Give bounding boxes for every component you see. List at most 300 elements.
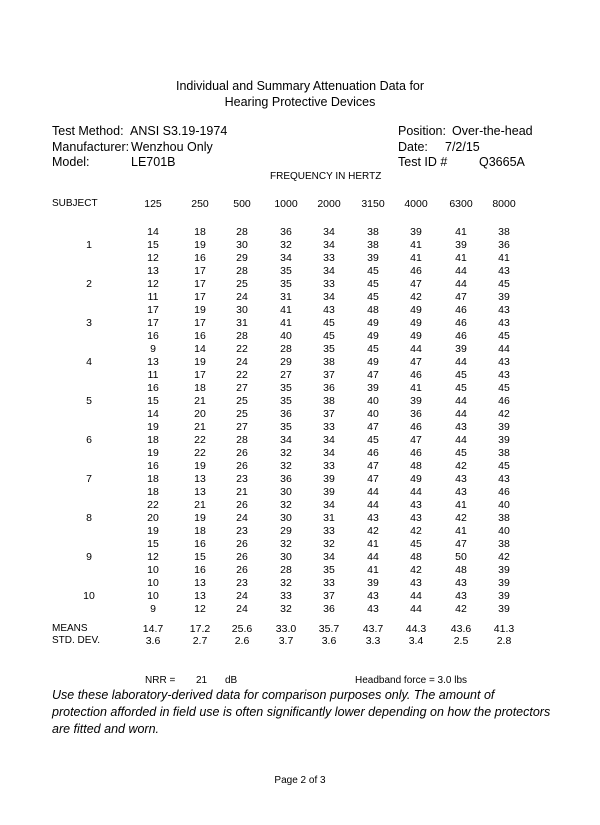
attenuation-value: 22 [194, 434, 206, 446]
attenuation-value: 47 [455, 538, 467, 550]
nrr-value: 21 [196, 675, 208, 686]
position-value: Over-the-head [452, 124, 533, 138]
attenuation-value: 39 [498, 603, 510, 615]
attenuation-value: 47 [410, 278, 422, 290]
attenuation-value: 32 [280, 577, 292, 589]
attenuation-value: 36 [498, 239, 510, 251]
attenuation-value: 49 [410, 304, 422, 316]
attenuation-value: 43 [498, 473, 510, 485]
subject-number: 7 [86, 473, 92, 485]
mean-value: 25.6 [231, 623, 253, 635]
std-dev-value: 3.6 [145, 635, 161, 647]
disclaimer-text: Use these laboratory-derived data for comparison purposes only. The amount of protection afforded in field use is often significantly lower depending on how the protectors are fitted and worn. [52, 688, 551, 736]
attenuation-value: 38 [498, 226, 510, 238]
attenuation-value: 33 [323, 421, 335, 433]
attenuation-value: 47 [367, 473, 379, 485]
attenuation-value: 19 [147, 447, 159, 459]
attenuation-value: 21 [236, 486, 248, 498]
attenuation-value: 49 [367, 356, 379, 368]
attenuation-value: 26 [236, 499, 248, 511]
attenuation-value: 19 [194, 356, 206, 368]
mean-value: 43.7 [362, 623, 384, 635]
attenuation-value: 43 [410, 577, 422, 589]
attenuation-value: 21 [194, 421, 206, 433]
test-id-label: Test ID # [398, 155, 448, 169]
attenuation-value: 32 [280, 460, 292, 472]
attenuation-value: 43 [367, 603, 379, 615]
attenuation-value: 16 [194, 538, 206, 550]
attenuation-value: 39 [323, 473, 335, 485]
attenuation-value: 45 [367, 343, 379, 355]
attenuation-value: 32 [323, 538, 335, 550]
attenuation-value: 21 [194, 395, 206, 407]
attenuation-value: 41 [367, 538, 379, 550]
attenuation-value: 15 [147, 395, 159, 407]
attenuation-value: 43 [323, 304, 335, 316]
attenuation-value: 18 [194, 525, 206, 537]
attenuation-value: 45 [367, 291, 379, 303]
std-dev-value: 2.8 [496, 635, 512, 647]
attenuation-value: 49 [410, 473, 422, 485]
attenuation-value: 45 [498, 382, 510, 394]
attenuation-value: 17 [147, 317, 159, 329]
attenuation-value: 12 [147, 278, 159, 290]
attenuation-value: 17 [194, 291, 206, 303]
attenuation-value: 14 [147, 226, 159, 238]
mean-value: 43.6 [450, 623, 472, 635]
attenuation-value: 22 [236, 343, 248, 355]
attenuation-value: 18 [147, 486, 159, 498]
attenuation-value: 28 [236, 265, 248, 277]
attenuation-value: 16 [194, 564, 206, 576]
attenuation-value: 14 [147, 408, 159, 420]
attenuation-value: 23 [236, 473, 248, 485]
attenuation-value: 39 [367, 382, 379, 394]
attenuation-value: 41 [498, 252, 510, 264]
attenuation-value: 10 [147, 577, 159, 589]
attenuation-value: 30 [236, 304, 248, 316]
attenuation-value: 48 [455, 564, 467, 576]
attenuation-value: 37 [323, 369, 335, 381]
attenuation-value: 46 [410, 265, 422, 277]
date-value: 7/2/15 [445, 140, 480, 154]
attenuation-value: 34 [280, 252, 292, 264]
attenuation-value: 49 [410, 330, 422, 342]
attenuation-value: 30 [280, 486, 292, 498]
attenuation-value: 17 [194, 265, 206, 277]
attenuation-value: 10 [147, 590, 159, 602]
attenuation-value: 44 [455, 408, 467, 420]
attenuation-value: 28 [236, 226, 248, 238]
attenuation-value: 26 [236, 538, 248, 550]
attenuation-value: 36 [280, 408, 292, 420]
attenuation-value: 46 [455, 317, 467, 329]
attenuation-value: 38 [498, 538, 510, 550]
attenuation-value: 38 [323, 395, 335, 407]
attenuation-value: 37 [323, 408, 335, 420]
attenuation-value: 48 [410, 551, 422, 563]
attenuation-value: 19 [194, 304, 206, 316]
attenuation-value: 25 [236, 395, 248, 407]
attenuation-value: 41 [280, 317, 292, 329]
attenuation-value: 49 [367, 330, 379, 342]
attenuation-value: 10 [147, 564, 159, 576]
attenuation-value: 16 [194, 330, 206, 342]
attenuation-value: 47 [367, 369, 379, 381]
attenuation-value: 16 [147, 382, 159, 394]
attenuation-value: 43 [455, 486, 467, 498]
attenuation-value: 37 [323, 590, 335, 602]
attenuation-value: 45 [367, 278, 379, 290]
attenuation-value: 38 [498, 447, 510, 459]
attenuation-value: 41 [455, 525, 467, 537]
attenuation-value: 41 [455, 226, 467, 238]
attenuation-value: 44 [498, 343, 510, 355]
attenuation-value: 23 [236, 525, 248, 537]
std-dev-label: STD. DEV. [52, 635, 100, 646]
attenuation-value: 15 [147, 538, 159, 550]
attenuation-value: 26 [236, 564, 248, 576]
attenuation-value: 43 [367, 512, 379, 524]
attenuation-value: 27 [236, 421, 248, 433]
attenuation-value: 47 [367, 460, 379, 472]
frequency-caption: FREQUENCY IN HERTZ [270, 171, 382, 182]
attenuation-value: 43 [498, 356, 510, 368]
attenuation-value: 45 [498, 330, 510, 342]
attenuation-value: 45 [323, 330, 335, 342]
attenuation-value: 38 [323, 356, 335, 368]
frequency-header-6300: 6300 [449, 198, 473, 210]
attenuation-value: 16 [147, 460, 159, 472]
attenuation-value: 41 [455, 252, 467, 264]
attenuation-value: 39 [367, 577, 379, 589]
attenuation-value: 33 [323, 525, 335, 537]
attenuation-value: 19 [194, 239, 206, 251]
attenuation-value: 46 [410, 421, 422, 433]
attenuation-value: 25 [236, 278, 248, 290]
attenuation-value: 16 [147, 330, 159, 342]
attenuation-value: 15 [194, 551, 206, 563]
attenuation-value: 12 [147, 551, 159, 563]
attenuation-value: 32 [280, 499, 292, 511]
attenuation-value: 12 [194, 603, 206, 615]
page-number: Page 2 of 3 [274, 775, 326, 786]
attenuation-value: 44 [367, 486, 379, 498]
manufacturer-label: Manufacturer: [52, 140, 130, 154]
frequency-header-4000: 4000 [404, 198, 428, 210]
std-dev-value: 2.6 [234, 635, 250, 647]
attenuation-value: 41 [455, 499, 467, 511]
attenuation-value: 21 [194, 499, 206, 511]
attenuation-value: 34 [323, 447, 335, 459]
attenuation-value: 38 [367, 239, 379, 251]
attenuation-value: 42 [410, 291, 422, 303]
attenuation-value: 43 [455, 577, 467, 589]
attenuation-value: 40 [367, 408, 379, 420]
subject-number: 5 [86, 395, 92, 407]
attenuation-value: 43 [498, 304, 510, 316]
attenuation-value: 33 [323, 460, 335, 472]
attenuation-value: 17 [194, 369, 206, 381]
date-label: Date: [398, 140, 428, 154]
attenuation-value: 15 [147, 239, 159, 251]
attenuation-value: 45 [455, 369, 467, 381]
attenuation-value: 42 [455, 603, 467, 615]
frequency-header-1000: 1000 [274, 198, 298, 210]
attenuation-value: 42 [498, 551, 510, 563]
attenuation-value: 45 [367, 265, 379, 277]
attenuation-value: 36 [280, 473, 292, 485]
attenuation-value: 36 [323, 603, 335, 615]
std-dev-value: 2.5 [453, 635, 469, 647]
attenuation-value: 22 [194, 447, 206, 459]
attenuation-value: 19 [194, 512, 206, 524]
attenuation-value: 33 [280, 590, 292, 602]
frequency-header-8000: 8000 [492, 198, 516, 210]
attenuation-value: 17 [194, 278, 206, 290]
attenuation-value: 19 [147, 525, 159, 537]
attenuation-value: 41 [410, 252, 422, 264]
attenuation-value: 28 [280, 564, 292, 576]
headband-force: Headband force = 3.0 lbs [355, 675, 468, 686]
attenuation-value: 27 [280, 369, 292, 381]
attenuation-value: 41 [367, 564, 379, 576]
attenuation-value: 24 [236, 356, 248, 368]
attenuation-value: 43 [498, 265, 510, 277]
attenuation-value: 38 [498, 512, 510, 524]
attenuation-value: 39 [367, 252, 379, 264]
frequency-header-3150: 3150 [361, 198, 385, 210]
attenuation-value: 34 [323, 291, 335, 303]
std-dev-value: 3.4 [408, 635, 424, 647]
attenuation-value: 42 [455, 512, 467, 524]
test-id-value: Q3665A [479, 155, 525, 169]
frequency-header-500: 500 [233, 198, 251, 210]
attenuation-value: 35 [280, 421, 292, 433]
subject-header: SUBJECT [52, 198, 98, 209]
model-value: LE701B [131, 155, 176, 169]
attenuation-value: 13 [194, 486, 206, 498]
attenuation-value: 45 [323, 317, 335, 329]
attenuation-value: 31 [323, 512, 335, 524]
attenuation-value: 35 [323, 564, 335, 576]
attenuation-value: 34 [323, 551, 335, 563]
attenuation-value: 42 [410, 564, 422, 576]
attenuation-value: 42 [498, 408, 510, 420]
attenuation-value: 44 [455, 356, 467, 368]
attenuation-value: 28 [280, 343, 292, 355]
attenuation-value: 25 [236, 408, 248, 420]
attenuation-value: 44 [367, 499, 379, 511]
attenuation-value: 20 [194, 408, 206, 420]
attenuation-value: 39 [498, 590, 510, 602]
nrr-label: NRR = [145, 675, 176, 686]
attenuation-value: 18 [194, 382, 206, 394]
attenuation-value: 39 [455, 239, 467, 251]
attenuation-value: 17 [194, 317, 206, 329]
attenuation-value: 17 [147, 304, 159, 316]
attenuation-value: 9 [150, 343, 156, 355]
attenuation-value: 9 [150, 603, 156, 615]
attenuation-value: 30 [280, 512, 292, 524]
attenuation-value: 43 [367, 590, 379, 602]
attenuation-value: 44 [455, 265, 467, 277]
attenuation-value: 43 [498, 369, 510, 381]
mean-value: 35.7 [318, 623, 340, 635]
attenuation-value: 40 [367, 395, 379, 407]
manufacturer-value: Wenzhou Only [131, 140, 213, 154]
attenuation-value: 40 [498, 525, 510, 537]
subject-number: 6 [86, 434, 92, 446]
frequency-header-125: 125 [144, 198, 162, 210]
attenuation-value: 32 [280, 603, 292, 615]
attenuation-value: 45 [498, 460, 510, 472]
test-method-value: ANSI S3.19-1974 [130, 124, 228, 138]
attenuation-value: 45 [498, 278, 510, 290]
test-method-label: Test Method: [52, 124, 124, 138]
subject-number: 9 [86, 551, 92, 563]
attenuation-value: 22 [147, 499, 159, 511]
frequency-header-250: 250 [191, 198, 209, 210]
attenuation-value: 34 [323, 226, 335, 238]
attenuation-value: 45 [367, 434, 379, 446]
attenuation-value: 35 [280, 278, 292, 290]
attenuation-value: 34 [323, 434, 335, 446]
attenuation-value: 42 [367, 525, 379, 537]
position-label: Position: [398, 124, 446, 138]
attenuation-value: 39 [498, 434, 510, 446]
attenuation-value: 48 [410, 460, 422, 472]
attenuation-value: 40 [498, 499, 510, 511]
attenuation-value: 43 [455, 590, 467, 602]
attenuation-value: 34 [280, 434, 292, 446]
attenuation-value: 44 [367, 551, 379, 563]
attenuation-value: 20 [147, 512, 159, 524]
means-label: MEANS [52, 623, 88, 634]
attenuation-value: 46 [498, 395, 510, 407]
attenuation-value: 42 [410, 525, 422, 537]
attenuation-value: 39 [410, 226, 422, 238]
attenuation-value: 26 [236, 460, 248, 472]
attenuation-value: 31 [280, 291, 292, 303]
attenuation-value: 28 [236, 434, 248, 446]
attenuation-value: 35 [280, 382, 292, 394]
attenuation-value: 40 [280, 330, 292, 342]
attenuation-value: 45 [455, 447, 467, 459]
attenuation-value: 43 [410, 499, 422, 511]
mean-value: 17.2 [189, 623, 211, 635]
mean-value: 41.3 [493, 623, 515, 635]
attenuation-value: 46 [455, 304, 467, 316]
attenuation-value: 47 [367, 421, 379, 433]
subject-number: 10 [83, 590, 95, 602]
attenuation-value: 11 [147, 291, 159, 303]
attenuation-value: 13 [194, 590, 206, 602]
attenuation-value: 39 [498, 564, 510, 576]
attenuation-value: 16 [194, 252, 206, 264]
attenuation-value: 39 [498, 291, 510, 303]
attenuation-value: 39 [498, 421, 510, 433]
attenuation-value: 24 [236, 291, 248, 303]
attenuation-value: 33 [323, 278, 335, 290]
attenuation-value: 46 [498, 486, 510, 498]
attenuation-value: 19 [194, 460, 206, 472]
attenuation-value: 48 [367, 304, 379, 316]
attenuation-value: 41 [410, 382, 422, 394]
attenuation-value: 50 [455, 551, 467, 563]
attenuation-value: 28 [236, 330, 248, 342]
model-label: Model: [52, 155, 90, 169]
attenuation-value: 38 [367, 226, 379, 238]
std-dev-value: 3.7 [278, 635, 294, 647]
attenuation-value: 49 [410, 317, 422, 329]
attenuation-value: 44 [410, 603, 422, 615]
mean-value: 14.7 [142, 623, 164, 635]
attenuation-value: 33 [323, 577, 335, 589]
attenuation-value: 22 [236, 369, 248, 381]
attenuation-value: 43 [455, 473, 467, 485]
title-line-1: Individual and Summary Attenuation Data for [175, 79, 425, 93]
attenuation-value: 35 [323, 343, 335, 355]
attenuation-value: 13 [194, 577, 206, 589]
attenuation-value: 13 [147, 265, 159, 277]
frequency-header-2000: 2000 [317, 198, 341, 210]
attenuation-value: 26 [236, 447, 248, 459]
subject-number: 4 [86, 356, 92, 368]
attenuation-value: 13 [194, 473, 206, 485]
attenuation-value: 36 [410, 408, 422, 420]
attenuation-value: 13 [147, 356, 159, 368]
attenuation-value: 33 [323, 252, 335, 264]
attenuation-value: 19 [147, 421, 159, 433]
attenuation-value: 12 [147, 252, 159, 264]
attenuation-value: 39 [323, 486, 335, 498]
attenuation-value: 45 [455, 382, 467, 394]
attenuation-value: 18 [194, 226, 206, 238]
attenuation-value: 44 [455, 395, 467, 407]
attenuation-value: 46 [367, 447, 379, 459]
attenuation-value: 24 [236, 603, 248, 615]
attenuation-value: 26 [236, 551, 248, 563]
attenuation-value: 44 [455, 278, 467, 290]
attenuation-value: 24 [236, 590, 248, 602]
attenuation-value: 24 [236, 512, 248, 524]
attenuation-value: 34 [323, 239, 335, 251]
nrr-unit: dB [225, 675, 238, 686]
attenuation-value: 36 [280, 226, 292, 238]
attenuation-value: 44 [455, 434, 467, 446]
attenuation-value: 34 [323, 499, 335, 511]
subject-number: 3 [86, 317, 92, 329]
attenuation-value: 35 [280, 265, 292, 277]
subject-number: 2 [86, 278, 92, 290]
attenuation-value: 39 [410, 395, 422, 407]
attenuation-value: 39 [455, 343, 467, 355]
attenuation-value: 47 [455, 291, 467, 303]
attenuation-value: 27 [236, 382, 248, 394]
mean-value: 44.3 [405, 623, 427, 635]
attenuation-value: 43 [498, 317, 510, 329]
attenuation-value: 32 [280, 447, 292, 459]
attenuation-value: 29 [280, 525, 292, 537]
attenuation-value: 11 [147, 369, 159, 381]
attenuation-value: 43 [410, 512, 422, 524]
attenuation-value: 34 [323, 265, 335, 277]
title-line-2: Hearing Protective Devices [224, 95, 376, 109]
attenuation-value: 14 [194, 343, 206, 355]
attenuation-value: 32 [280, 538, 292, 550]
std-dev-value: 3.6 [321, 635, 337, 647]
